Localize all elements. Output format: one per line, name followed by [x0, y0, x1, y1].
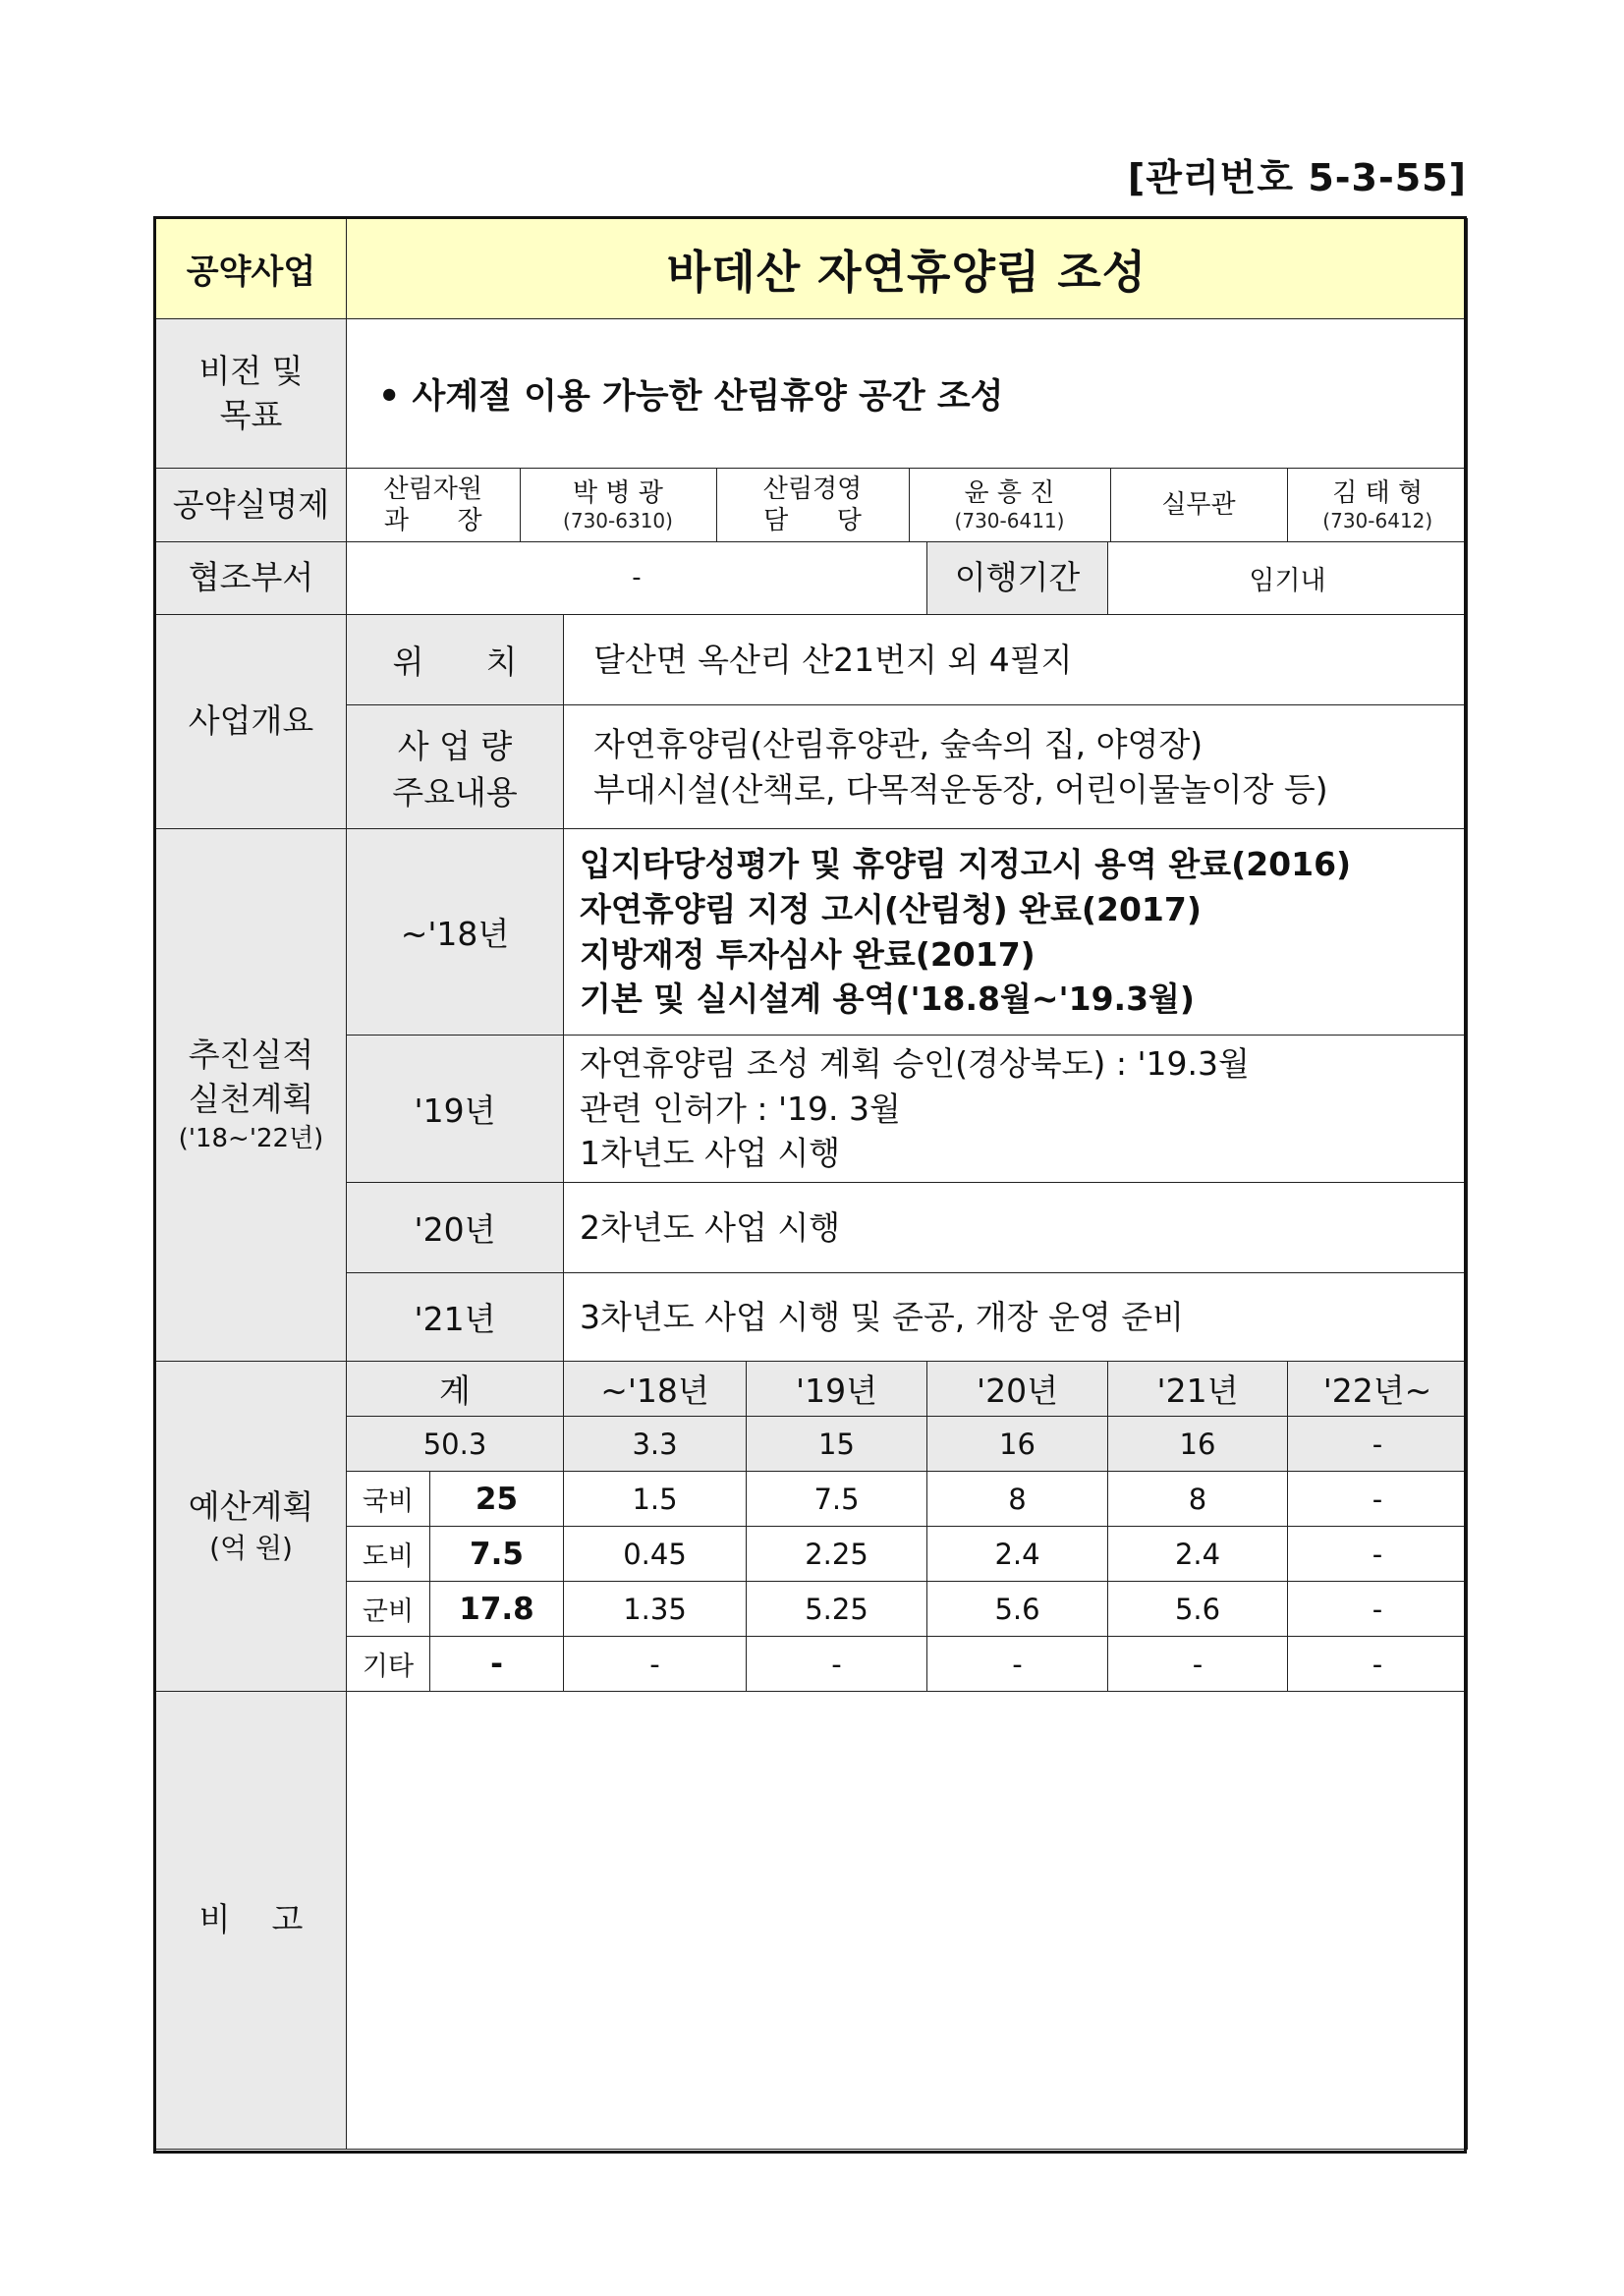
- budget-total-cell: 16: [1108, 1417, 1288, 1472]
- progress-label-line1: 추진실적: [188, 1036, 314, 1075]
- budget-cell: 8: [927, 1472, 1108, 1527]
- budget-cell: 2.25: [747, 1527, 927, 1582]
- progress-year: '21년: [347, 1273, 564, 1362]
- budget-header-cell: '21년: [1108, 1362, 1288, 1417]
- budget-cell: 0.45: [564, 1527, 747, 1582]
- budget-cell: -: [1288, 1472, 1468, 1527]
- budget-source-label: 국비: [347, 1472, 430, 1527]
- budget-source-label: 도비: [347, 1527, 430, 1582]
- budget-total-cell: 16: [927, 1417, 1108, 1472]
- overview-label: 사업개요: [156, 615, 347, 829]
- coop-value: -: [347, 542, 927, 615]
- budget-total-cell: 15: [747, 1417, 927, 1472]
- remarks-label: 비 고: [156, 1692, 347, 2150]
- budget-cell: 2.4: [1108, 1527, 1288, 1582]
- official-p3: [1287, 469, 1468, 541]
- budget-cell: 8: [1108, 1472, 1288, 1527]
- progress-line: 자연휴양림 지정 고시(산림청) 완료(2017): [580, 889, 1202, 928]
- official-p1-title-top: 산림자원: [383, 474, 482, 504]
- budget-cell: -: [747, 1637, 927, 1692]
- project-title: 바데산 자연휴양림 조성: [347, 219, 1468, 319]
- budget-total-cell: 50.3: [347, 1417, 564, 1472]
- progress-line: 기본 및 실시설계 용역('18.8월~'19.3월): [580, 980, 1195, 1019]
- header-label: 공약사업: [156, 219, 347, 319]
- budget-cell: 1.35: [564, 1582, 747, 1637]
- budget-cell: 5.25: [747, 1582, 927, 1637]
- official-p1-phone: (730-6310): [563, 509, 673, 533]
- scope-line2: 부대시설(산책로, 다목적운동장, 어린이물놀이장 등): [593, 769, 1328, 809]
- budget-cell: -: [1288, 1637, 1468, 1692]
- budget-total-cell: 3.3: [564, 1417, 747, 1472]
- budget-cell: -: [1288, 1582, 1468, 1637]
- budget-source-sum: 7.5: [430, 1527, 564, 1582]
- progress-line: 자연휴양림 조성 계획 승인(경상북도) : '19.3월: [580, 1044, 1250, 1084]
- coop-label: 협조부서: [156, 542, 347, 615]
- official-p1-title: [347, 469, 520, 541]
- budget-header-cell: '22년~: [1288, 1362, 1468, 1417]
- budget-cell: -: [927, 1637, 1108, 1692]
- official-label: 공약실명제: [156, 469, 347, 542]
- official-p2-title-top: 산림경영: [762, 474, 863, 504]
- vision-text: • 사계절 이용 가능한 산림휴양 공간 조성: [347, 319, 1468, 469]
- budget-cell: 5.6: [927, 1582, 1108, 1637]
- budget-source-label: 기타: [347, 1637, 430, 1692]
- budget-header-cell: '19년: [747, 1362, 927, 1417]
- progress-content: [564, 1183, 1468, 1273]
- progress-line: 관련 인허가 : '19. 3월: [580, 1089, 901, 1128]
- budget-label-line1: 예산계획: [188, 1487, 314, 1527]
- period-value: 임기내: [1108, 542, 1468, 615]
- pledge-table: [155, 218, 1468, 2150]
- budget-source-sum: 17.8: [430, 1582, 564, 1637]
- official-grid: [347, 469, 1468, 541]
- budget-header-cell: 계: [347, 1362, 564, 1417]
- vision-label-line1: 비전 및: [198, 351, 304, 390]
- budget-cell: 2.4: [927, 1527, 1108, 1582]
- budget-cell: -: [564, 1637, 747, 1692]
- progress-content: [564, 829, 1468, 1036]
- official-p3-phone: (730-6412): [1322, 509, 1433, 533]
- budget-cell: 1.5: [564, 1472, 747, 1527]
- vision-label: [156, 319, 347, 469]
- budget-source-sum: 25: [430, 1472, 564, 1527]
- official-p1: [520, 469, 716, 541]
- progress-line: 입지타당성평가 및 휴양림 지정고시 용역 완료(2016): [580, 845, 1352, 884]
- budget-cell: 5.6: [1108, 1582, 1288, 1637]
- official-p3-name: 김 태 형: [1332, 477, 1424, 508]
- progress-line: 1차년도 사업 시행: [580, 1134, 841, 1173]
- scope-label: [347, 705, 564, 829]
- progress-line: 지방재정 투자심사 완료(2017): [580, 934, 1036, 974]
- official-p1-title-bottom: 과 장: [383, 506, 482, 535]
- location-label: 위 치: [347, 615, 564, 705]
- scope-label-line2: 주요내용: [392, 772, 518, 812]
- progress-year: '19년: [347, 1036, 564, 1183]
- progress-year: '20년: [347, 1183, 564, 1273]
- official-p2: [909, 469, 1110, 541]
- budget-header-cell: '20년: [927, 1362, 1108, 1417]
- period-label: 이행기간: [927, 542, 1108, 615]
- progress-label: [156, 829, 347, 1362]
- progress-line: 2차년도 사업 시행: [580, 1207, 841, 1247]
- scope-line1: 자연휴양림(산림휴양관, 숲속의 집, 야영장): [593, 724, 1204, 763]
- budget-label-line2: (억 원): [209, 1531, 293, 1564]
- progress-year: ~'18년: [347, 829, 564, 1036]
- official-p2-name: 윤 흥 진: [964, 477, 1055, 508]
- budget-cell: -: [1288, 1527, 1468, 1582]
- budget-source-label: 군비: [347, 1582, 430, 1637]
- budget-cell: -: [1108, 1637, 1288, 1692]
- progress-label-line3: ('18~'22년): [178, 1123, 324, 1153]
- official-p2-title: [716, 469, 909, 541]
- budget-header-cell: ~'18년: [564, 1362, 747, 1417]
- progress-content: [564, 1273, 1468, 1362]
- official-p3-title: 실무관: [1110, 469, 1287, 541]
- remarks-content: [347, 1692, 1468, 2150]
- budget-cell: 7.5: [747, 1472, 927, 1527]
- progress-label-line2: 실천계획: [188, 1079, 314, 1118]
- location-value: 달산면 옥산리 산21번지 외 4필지: [564, 615, 1468, 705]
- progress-content: [564, 1036, 1468, 1183]
- official-p2-phone: (730-6411): [954, 509, 1065, 533]
- management-number: [관리번호 5-3-55]: [1127, 156, 1467, 199]
- progress-line: 3차년도 사업 시행 및 준공, 개장 운영 준비: [580, 1297, 1184, 1336]
- budget-total-cell: -: [1288, 1417, 1468, 1472]
- vision-label-line2: 목표: [219, 395, 283, 434]
- scope-value: [564, 705, 1468, 829]
- budget-source-sum: -: [430, 1637, 564, 1692]
- official-p1-name: 박 병 광: [573, 477, 663, 508]
- official-p2-title-bottom: 담 당: [763, 506, 862, 535]
- scope-label-line1: 사 업 량: [397, 726, 513, 765]
- budget-label: [156, 1362, 347, 1692]
